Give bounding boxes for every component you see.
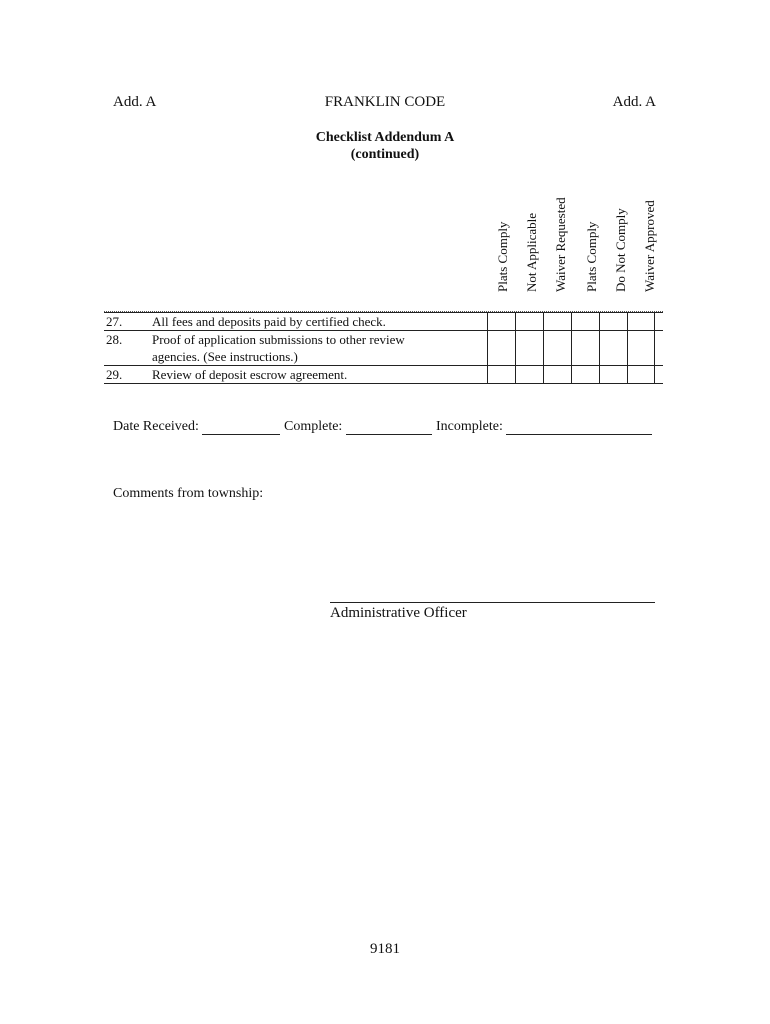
item-number: 27. [106, 314, 123, 329]
column-header: Do Not Comply [612, 208, 628, 292]
header-right: Add. A [612, 94, 656, 110]
column-header: Waiver Requested [552, 197, 568, 292]
check-cell[interactable] [599, 330, 627, 365]
incomplete-blank[interactable] [506, 420, 652, 435]
check-cell[interactable] [515, 312, 543, 330]
checkbox-group [487, 312, 655, 330]
document-title: Checklist Addendum A [315, 130, 455, 145]
column-header: Plats Comply [583, 221, 599, 292]
date-received-label: Date Received: [113, 419, 199, 434]
page-number: 9181 [370, 941, 400, 957]
table-row [104, 330, 663, 365]
check-cell[interactable] [571, 365, 599, 383]
date-received-blank[interactable] [202, 420, 280, 435]
item-description: Proof of application submissions to other review agencies. (See instructions.) [152, 332, 405, 364]
incomplete-field [436, 419, 652, 435]
check-cell[interactable] [599, 365, 627, 383]
table-row [104, 312, 663, 330]
checkbox-group [487, 365, 655, 383]
item-number: 29. [106, 367, 123, 382]
column-header: Waiver Approved [641, 200, 657, 292]
check-cell[interactable] [627, 365, 655, 383]
document-subtitle: (continued) [350, 147, 420, 162]
item-description: Review of deposit escrow agreement. [152, 367, 348, 382]
column-header: Not Applicable [523, 212, 539, 292]
item-number: 28. [106, 332, 123, 347]
item-description: All fees and deposits paid by certified check. [152, 314, 386, 329]
check-cell[interactable] [487, 330, 515, 365]
incomplete-label: Incomplete: [436, 419, 503, 434]
header-left: Add. A [113, 94, 157, 110]
date-received-field [113, 419, 280, 435]
check-cell[interactable] [543, 312, 571, 330]
check-cell[interactable] [571, 312, 599, 330]
check-cell[interactable] [543, 330, 571, 365]
column-header: Plats Comply [494, 221, 510, 292]
complete-field [284, 419, 432, 435]
check-cell[interactable] [627, 330, 655, 365]
signature-label: Administrative Officer [330, 605, 467, 621]
check-cell[interactable] [543, 365, 571, 383]
signature-line[interactable] [330, 602, 655, 603]
check-cell[interactable] [599, 312, 627, 330]
header-title: FRANKLIN CODE [324, 94, 446, 110]
table-row [104, 365, 663, 384]
complete-label: Complete: [284, 419, 343, 434]
complete-blank[interactable] [346, 420, 432, 435]
check-cell[interactable] [515, 330, 543, 365]
check-cell[interactable] [627, 312, 655, 330]
checklist-table [104, 312, 663, 384]
check-cell[interactable] [487, 312, 515, 330]
comments-label: Comments from township: [113, 486, 264, 501]
check-cell[interactable] [487, 365, 515, 383]
checkbox-group [487, 330, 655, 365]
check-cell[interactable] [571, 330, 599, 365]
check-cell[interactable] [515, 365, 543, 383]
